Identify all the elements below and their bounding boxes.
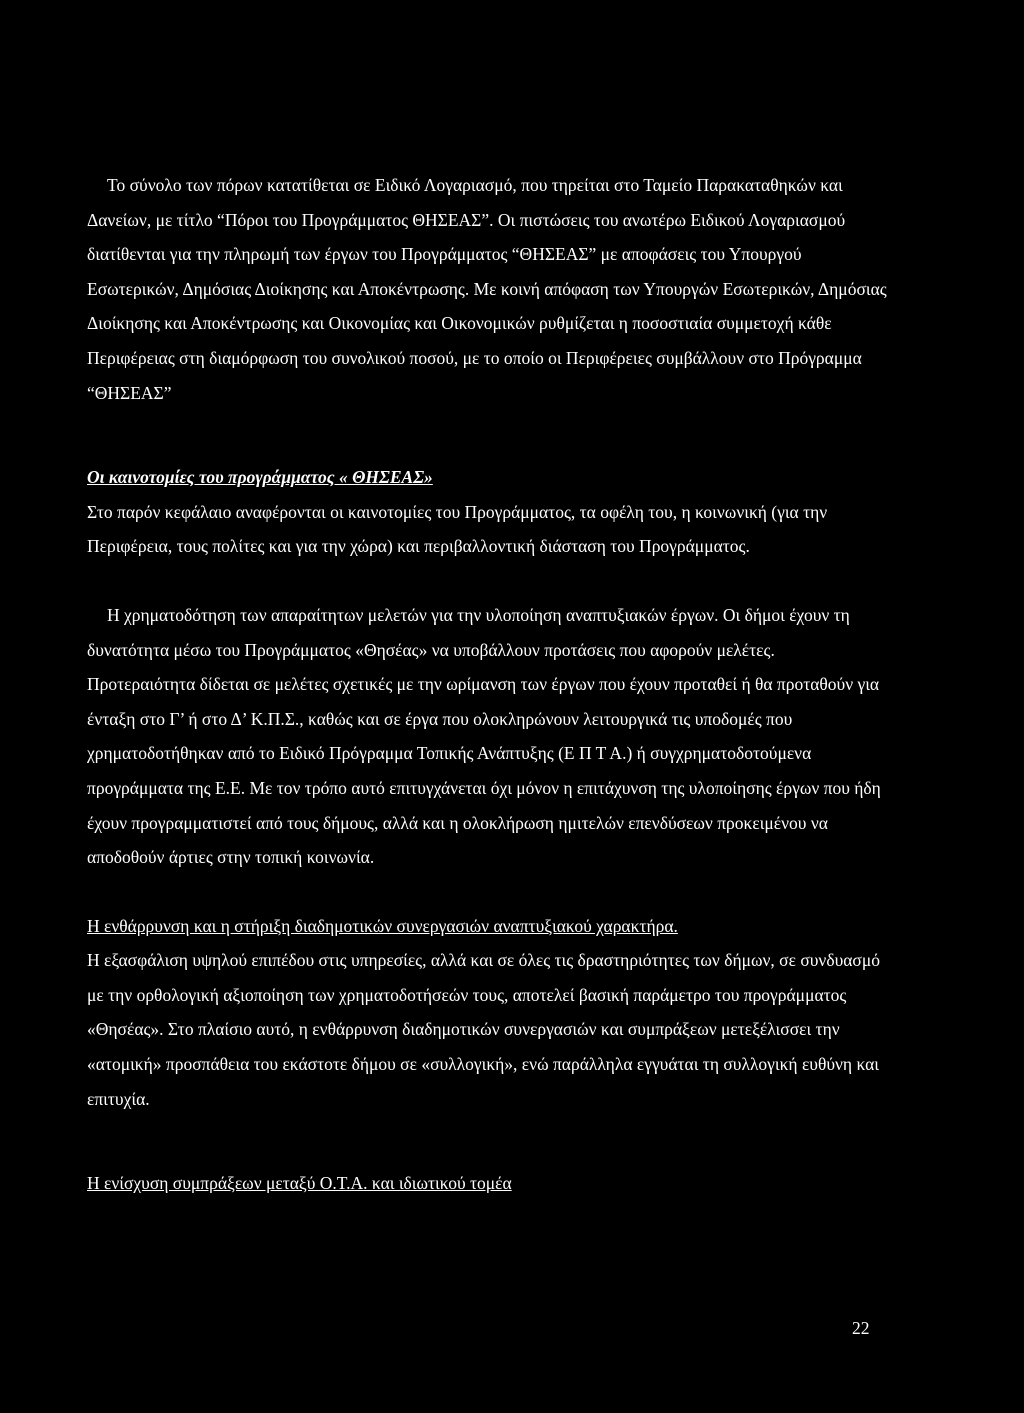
section-heading-partnership: Η ενίσχυση συμπράξεων μεταξύ Ο.Τ.Α. και ιδιωτικού τομέα	[87, 1173, 512, 1194]
spacer	[87, 410, 887, 460]
document-page	[87, 168, 887, 1201]
spacer	[87, 875, 887, 909]
paragraph-cooperation: Η εξασφάλιση υψηλού επιπέδου στις υπηρεσίες, αλλά και σε όλες τις δραστηριότητες των δήμων, σε συνδυασμό με την ορθολογική αξιοποίηση των χρηματοδοτήσεών τους, αποτελεί βασική παράμετρο του προγράμματος «Θησέας». Στο πλαίσιο αυτό, η ενθάρρυνση διαδημοτικών συνεργασιών και συμπράξεων μετεξέλισσει την «ατομική» προσπάθεια του εκάστοτε δήμου σε «συλλογική», ενώ παράλληλα εγγυάται τη συλλογική ευθύνη και επιτυχία.	[87, 950, 880, 1109]
section-heading-cooperation: Η ενθάρρυνση και η στήριξη διαδημοτικών συνεργασιών αναπτυξιακού χαρακτήρα.	[87, 915, 678, 936]
paragraph-studies-funding: Η χρηματοδότηση των απαραίτητων μελετών για την υλοποίηση αναπτυξιακών έργων. Οι δήμοι έχουν τη δυνατότητα μέσω του Προγράμματος «Θησέας» να υποβάλλουν προτάσεις που αφορούν μελέτες. Προτεραιότητα δίδεται σε μελέτες σχετικές με την ωρίμανση των έργων που έχουν προταθεί ή θα προταθούν για ένταξη στο Γ’ ή στο Δ’ Κ.Π.Σ., καθώς και σε έργα που ολοκληρώνουν λειτουργικά τις υποδομές που χρηματοδοτήθηκαν από το Ειδικό Πρόγραμμα Τοπικής Ανάπτυξης (Ε Π Τ Α.) ή συγχρηματοδοτούμενα προγράμματα της Ε.Ε. Με τον τρόπο αυτό επιτυγχάνεται όχι μόνον η επιτάχυνση της υλοποίησης έργων που ήδη έχουν προγραμματιστεί από τους δήμους, αλλά και η ολοκλήρωση ημιτελών επενδύσεων προκειμένου να αποδοθούν άρτιες στην τοπική κοινωνία.	[87, 604, 881, 868]
spacer	[87, 564, 887, 598]
paragraph-innovations-intro: Στο παρόν κεφάλαιο αναφέρονται οι καινοτομίες του Προγράμματος, τα οφέλη του, η κοινωνική (για την Περιφέρεια, τους πολίτες και για την χώρα) και περιβαλλοντική διάσταση του Προγράμματος.	[87, 501, 828, 557]
spacer	[87, 1116, 887, 1166]
section-heading-innovations: Οι καινοτομίες του προγράμματος « ΘΗΣΕΑΣ»	[87, 467, 433, 488]
paragraph-funding-resources: Το σύνολο των πόρων κατατίθεται σε Ειδικό Λογαριασμό, που τηρείται στο Ταμείο Παρακαταθηκών και Δανείων, με τίτλο “Πόροι του Προγράμματος ΘΗΣΕΑΣ”. Οι πιστώσεις του ανωτέρω Ειδικού Λογαριασμού διατίθενται για την πληρωμή των έργων του Προγράμματος “ΘΗΣΕΑΣ” με αποφάσεις του Υπουργού Εσωτερικών, Δημόσιας Διοίκησης και Αποκέντρωσης. Με κοινή απόφαση των Υπουργών Εσωτερικών, Δημόσιας Διοίκησης και Αποκέντρωσης και Οικονομίας και Οικονομικών ρυθμίζεται η ποσοστιαία συμμετοχή κάθε Περιφέρειας στη διαμόρφωση του συνολικού ποσού, με το οποίο οι Περιφέρειες συμβάλλουν στο Πρόγραμμα “ΘΗΣΕΑΣ”	[87, 175, 887, 403]
page-number: 22	[852, 1318, 870, 1338]
